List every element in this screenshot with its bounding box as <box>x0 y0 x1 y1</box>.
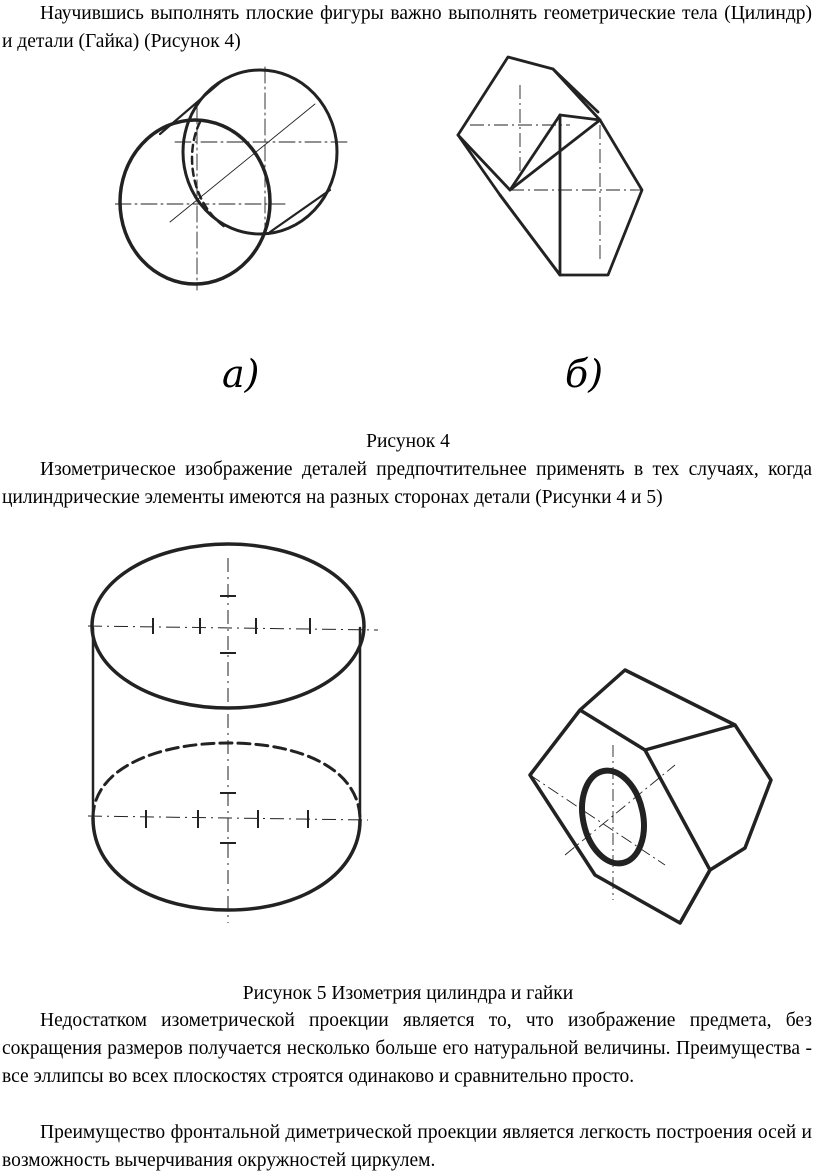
hidden-bottom-edge <box>93 743 360 820</box>
cylinder-sketch-a <box>115 62 355 292</box>
figure-4-caption: Рисунок 4 <box>366 431 450 452</box>
figure-label-a: а) <box>222 352 260 396</box>
paragraph-isometric: Изометрическое изображение деталей предпочтительнее применять в тех случаях, когда цилиндрические элементы имеются на разных сторонах детали (Рисунки 4 и 5) <box>2 459 812 508</box>
paragraph-intro: Научившись выполнять плоские фигуры важно выполнять геометрические тела (Цилиндр) и детали (Гайка) (Рисунок 4) <box>2 3 812 52</box>
paragraph-dimetric: Преимущество фронтальной диметрической проекции является легкость построения осей и возможность вычерчивания окружностей циркулем. <box>2 1122 812 1171</box>
nut-sketch-b <box>450 55 700 280</box>
nut-top-face <box>458 57 600 190</box>
nut-isometric <box>525 665 785 930</box>
cylinder-isometric <box>88 538 388 928</box>
paragraph-drawback: Недостатком изометрической проекции является то, что изображение предмета, без сокращения размеров получается несколько больше его натуральной величины. Преимущества - все эллипсы во всех плоскостях строятся одинаково и сравнительно просто. <box>2 1010 812 1087</box>
figure-label-b: б) <box>565 352 604 396</box>
nut-outline <box>530 670 771 923</box>
figure-5-caption: Рисунок 5 Изометрия цилиндра и гайки <box>242 983 574 1004</box>
